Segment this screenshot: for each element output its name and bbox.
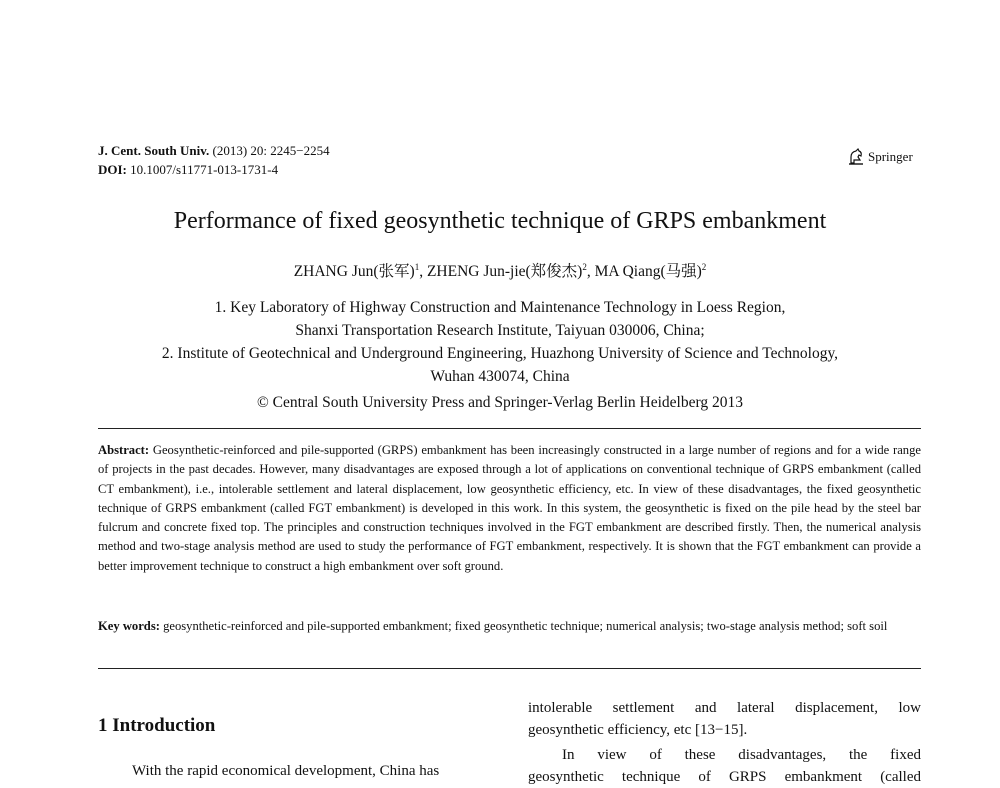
- publisher-logo: [848, 148, 913, 165]
- divider-bottom: [98, 668, 921, 669]
- journal-issue: (2013) 20: 2245−2254: [209, 143, 330, 158]
- journal-citation: [98, 141, 330, 179]
- author-2: , ZHENG Jun-jie(郑俊杰): [419, 263, 583, 280]
- intro-right-column: [528, 697, 921, 788]
- affiliation-line: Wuhan 430074, China: [430, 368, 570, 385]
- author-list: [0, 262, 1000, 282]
- right-column-line: geosynthetic technique of GRPS embankment (called: [528, 769, 921, 785]
- doi-label: DOI:: [98, 162, 127, 177]
- affiliation-line: 1. Key Laboratory of Highway Construction and Maintenance Technology in Loess Region,: [214, 299, 786, 316]
- affiliation-line: Shanxi Transportation Research Institute, Taiyuan 030006, China;: [295, 322, 705, 339]
- publisher-name: Springer: [868, 148, 913, 164]
- doi-value[interactable]: 10.1007/s11771-013-1731-4: [126, 162, 279, 177]
- journal-name: J. Cent. South Univ.: [98, 143, 210, 158]
- keywords-text: geosynthetic-reinforced and pile-supported embankment; fixed geosynthetic technique; numerical analysis; two-stage analysis method; soft soil: [159, 619, 888, 633]
- author-2-affil: 2: [582, 261, 587, 272]
- journal-line: [98, 141, 330, 160]
- intro-left-paragraph: With the rapid economical development, China has: [132, 763, 440, 779]
- keywords: [98, 617, 921, 636]
- abstract-text: Geosynthetic-reinforced and pile-supported (GRPS) embankment has been increasingly constructed in a large number of regions and for a wide range of projects in the past decades. However, many disadvantages are exposed through a lot of applications on conventional technique of GRPS embankment (called CT embankment), i.e., intolerable settlement and lateral displacement, low geosynthetic efficiency, etc. In view of these disadvantages, the fixed geosynthetic technique of GRPS embankment (called FGT embankment) is developed in this work. In this system, the geosynthetic is fixed on the pile head by the steel bar fulcrum and concrete fixed top. The principles and construction techniques involved in the FGT embankment are described firstly. Then, the numerical analysis method and two-stage analysis method are used to study the performance of FGT embankment, respectively. It is shown that the FGT embankment can provide a better improvement technique to construct a high embankment over soft ground.: [98, 443, 921, 573]
- author-1: ZHANG Jun(张军): [293, 263, 415, 280]
- paper-title: Performance of fixed geosynthetic technique of GRPS embankment: [173, 208, 827, 234]
- right-column-line: intolerable settlement and lateral displacement, low: [528, 700, 921, 716]
- section-heading-introduction: 1 Introduction: [98, 715, 216, 736]
- right-column-line: geosynthetic efficiency, etc [13−15].: [528, 722, 748, 738]
- copyright-notice: © Central South University Press and Springer-Verlag Berlin Heidelberg 2013: [257, 394, 743, 411]
- abstract-label: Abstract:: [98, 443, 150, 457]
- affiliation-line: 2. Institute of Geotechnical and Underground Engineering, Huazhong University of Science and Technology,: [161, 345, 839, 362]
- author-1-affil: 1: [414, 261, 420, 272]
- author-3-affil: 2: [701, 261, 707, 272]
- right-column-line: In view of these disadvantages, the fixed: [562, 747, 921, 763]
- affiliations: [0, 296, 1000, 388]
- divider-top: [98, 428, 921, 429]
- keywords-label: Key words:: [98, 619, 160, 633]
- springer-horse-icon: [848, 148, 864, 165]
- abstract: [98, 441, 921, 576]
- author-3: , MA Qiang(马强): [586, 263, 702, 280]
- doi-line: [98, 160, 330, 179]
